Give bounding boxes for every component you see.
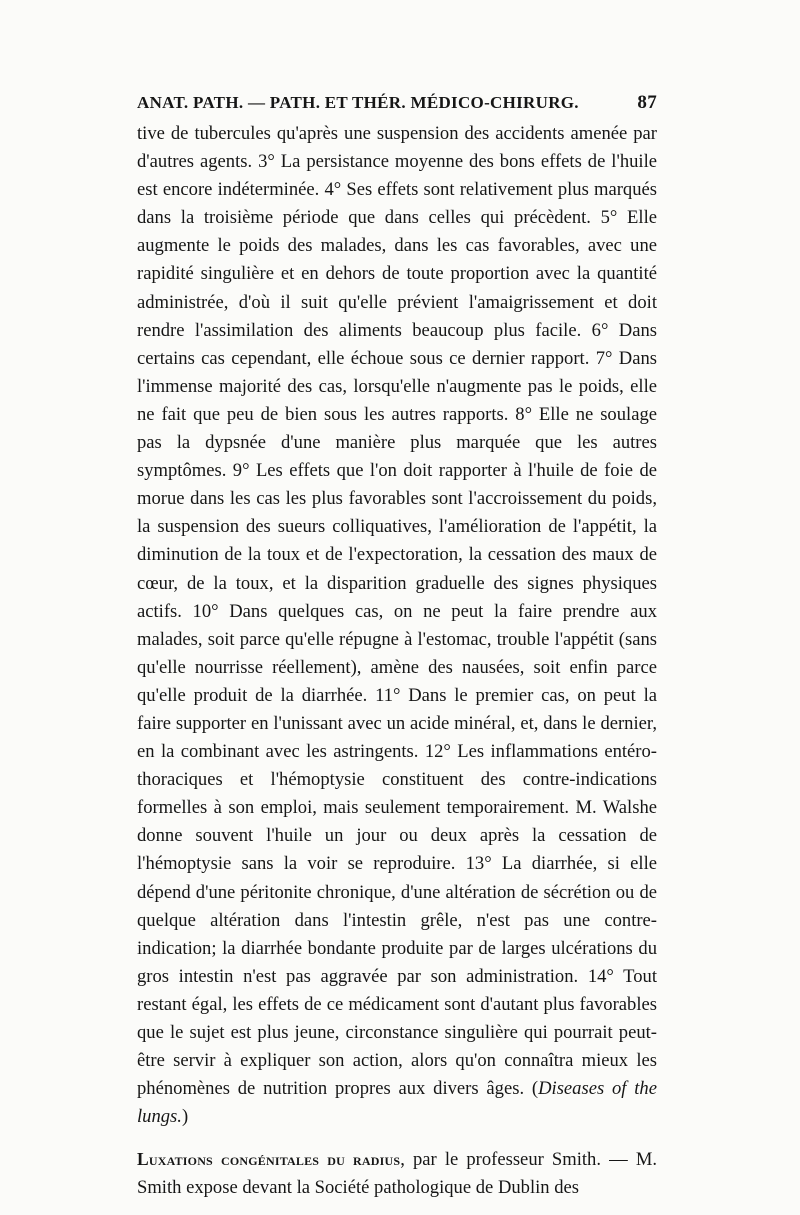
citation-open: (	[524, 1078, 539, 1100]
citation-title: Diseases of the lungs.	[137, 1078, 657, 1128]
citation-close: )	[181, 1106, 189, 1128]
paragraph-new-article	[137, 1145, 657, 1202]
page-number: 87	[637, 92, 657, 113]
body-text	[137, 120, 657, 1203]
paragraph-continued	[137, 120, 657, 1131]
article-text: , par le professeur Smith. — M. Smith expose devant la Société pathologique de Dublin des	[137, 1149, 658, 1199]
running-head: ANAT. PATH. — PATH. ET THÉR. MÉDICO-CHIRURG.	[137, 93, 579, 112]
page-header	[137, 92, 657, 118]
paragraph-text: tive de tubercules qu'après une suspension des accidents amenée par d'autres agents. 3° La persistance moyenne des bons effets de l'huile est encore indéterminée. 4° Ses effets sont relativement plus marqués dans la troisième période que dans celles qui précèdent. 5° Elle augmente le poids des malades, dans les cas favorables, avec une rapidité singulière et en dehors de toute proportion avec la quantité administrée, d'où il suit qu'elle prévient l'amaigrissement et doit rendre l'assimilation des aliments beaucoup plus facile. 6° Dans certains cas cependant, elle échoue sous ce dernier rapport. 7° Dans l'immense majorité des cas, lorsqu'elle n'augmente pas le poids, elle ne fait que peu de bien sous les autres rapports. 8° Elle ne soulage pas la dypsnée d'une manière plus marquée que les autres symptômes. 9° Les effets que l'on doit rapporter à l'huile de foie de morue dans les cas les plus favorables sont l'accroissement du poids, la suspension des sueurs colliquatives, l'amélioration de l'appétit, la diminution de la toux et de l'expectoration, la cessation des maux de cœur, de la toux, et la disparition graduelle des signes physiques actifs. 10° Dans quelques cas, on ne peut la faire prendre aux malades, soit parce qu'elle répugne à l'estomac, trouble l'appétit (sans qu'elle nourrisse réellement), amène des nausées, soit enfin parce qu'elle produit de la diarrhée. 11° Dans le premier cas, on peut la faire supporter en l'unissant avec un acide minéral, et, dans le dernier, en la combinant avec les astringents. 12° Les inflammations entéro-thoraciques et l'hémoptysie constituent des contre-indications formelles à son emploi, mais seulement temporairement. M. Walshe donne souvent l'huile un jour ou deux après la cessation de l'hémoptysie sans la voir se reproduire. 13° La diarrhée, si elle dépend d'une péritonite chronique, d'une altération de sécrétion ou de quelque altération dans l'intestin grêle, n'est pas une contre-indication; la diarrhée bondante produite par de larges ulcérations du gros intestin n'est pas aggravée par son administration. 14° Tout restant égal, les effets de ce médicament sont d'autant plus favorables que le sujet est plus jeune, circonstance singulière qui pourrait peut-être servir à expliquer son action, alors qu'on connaîtra mieux les phénomènes de nutrition propres aux divers âges.	[137, 123, 657, 1100]
article-heading: Luxations congénitales du radius	[137, 1149, 401, 1170]
